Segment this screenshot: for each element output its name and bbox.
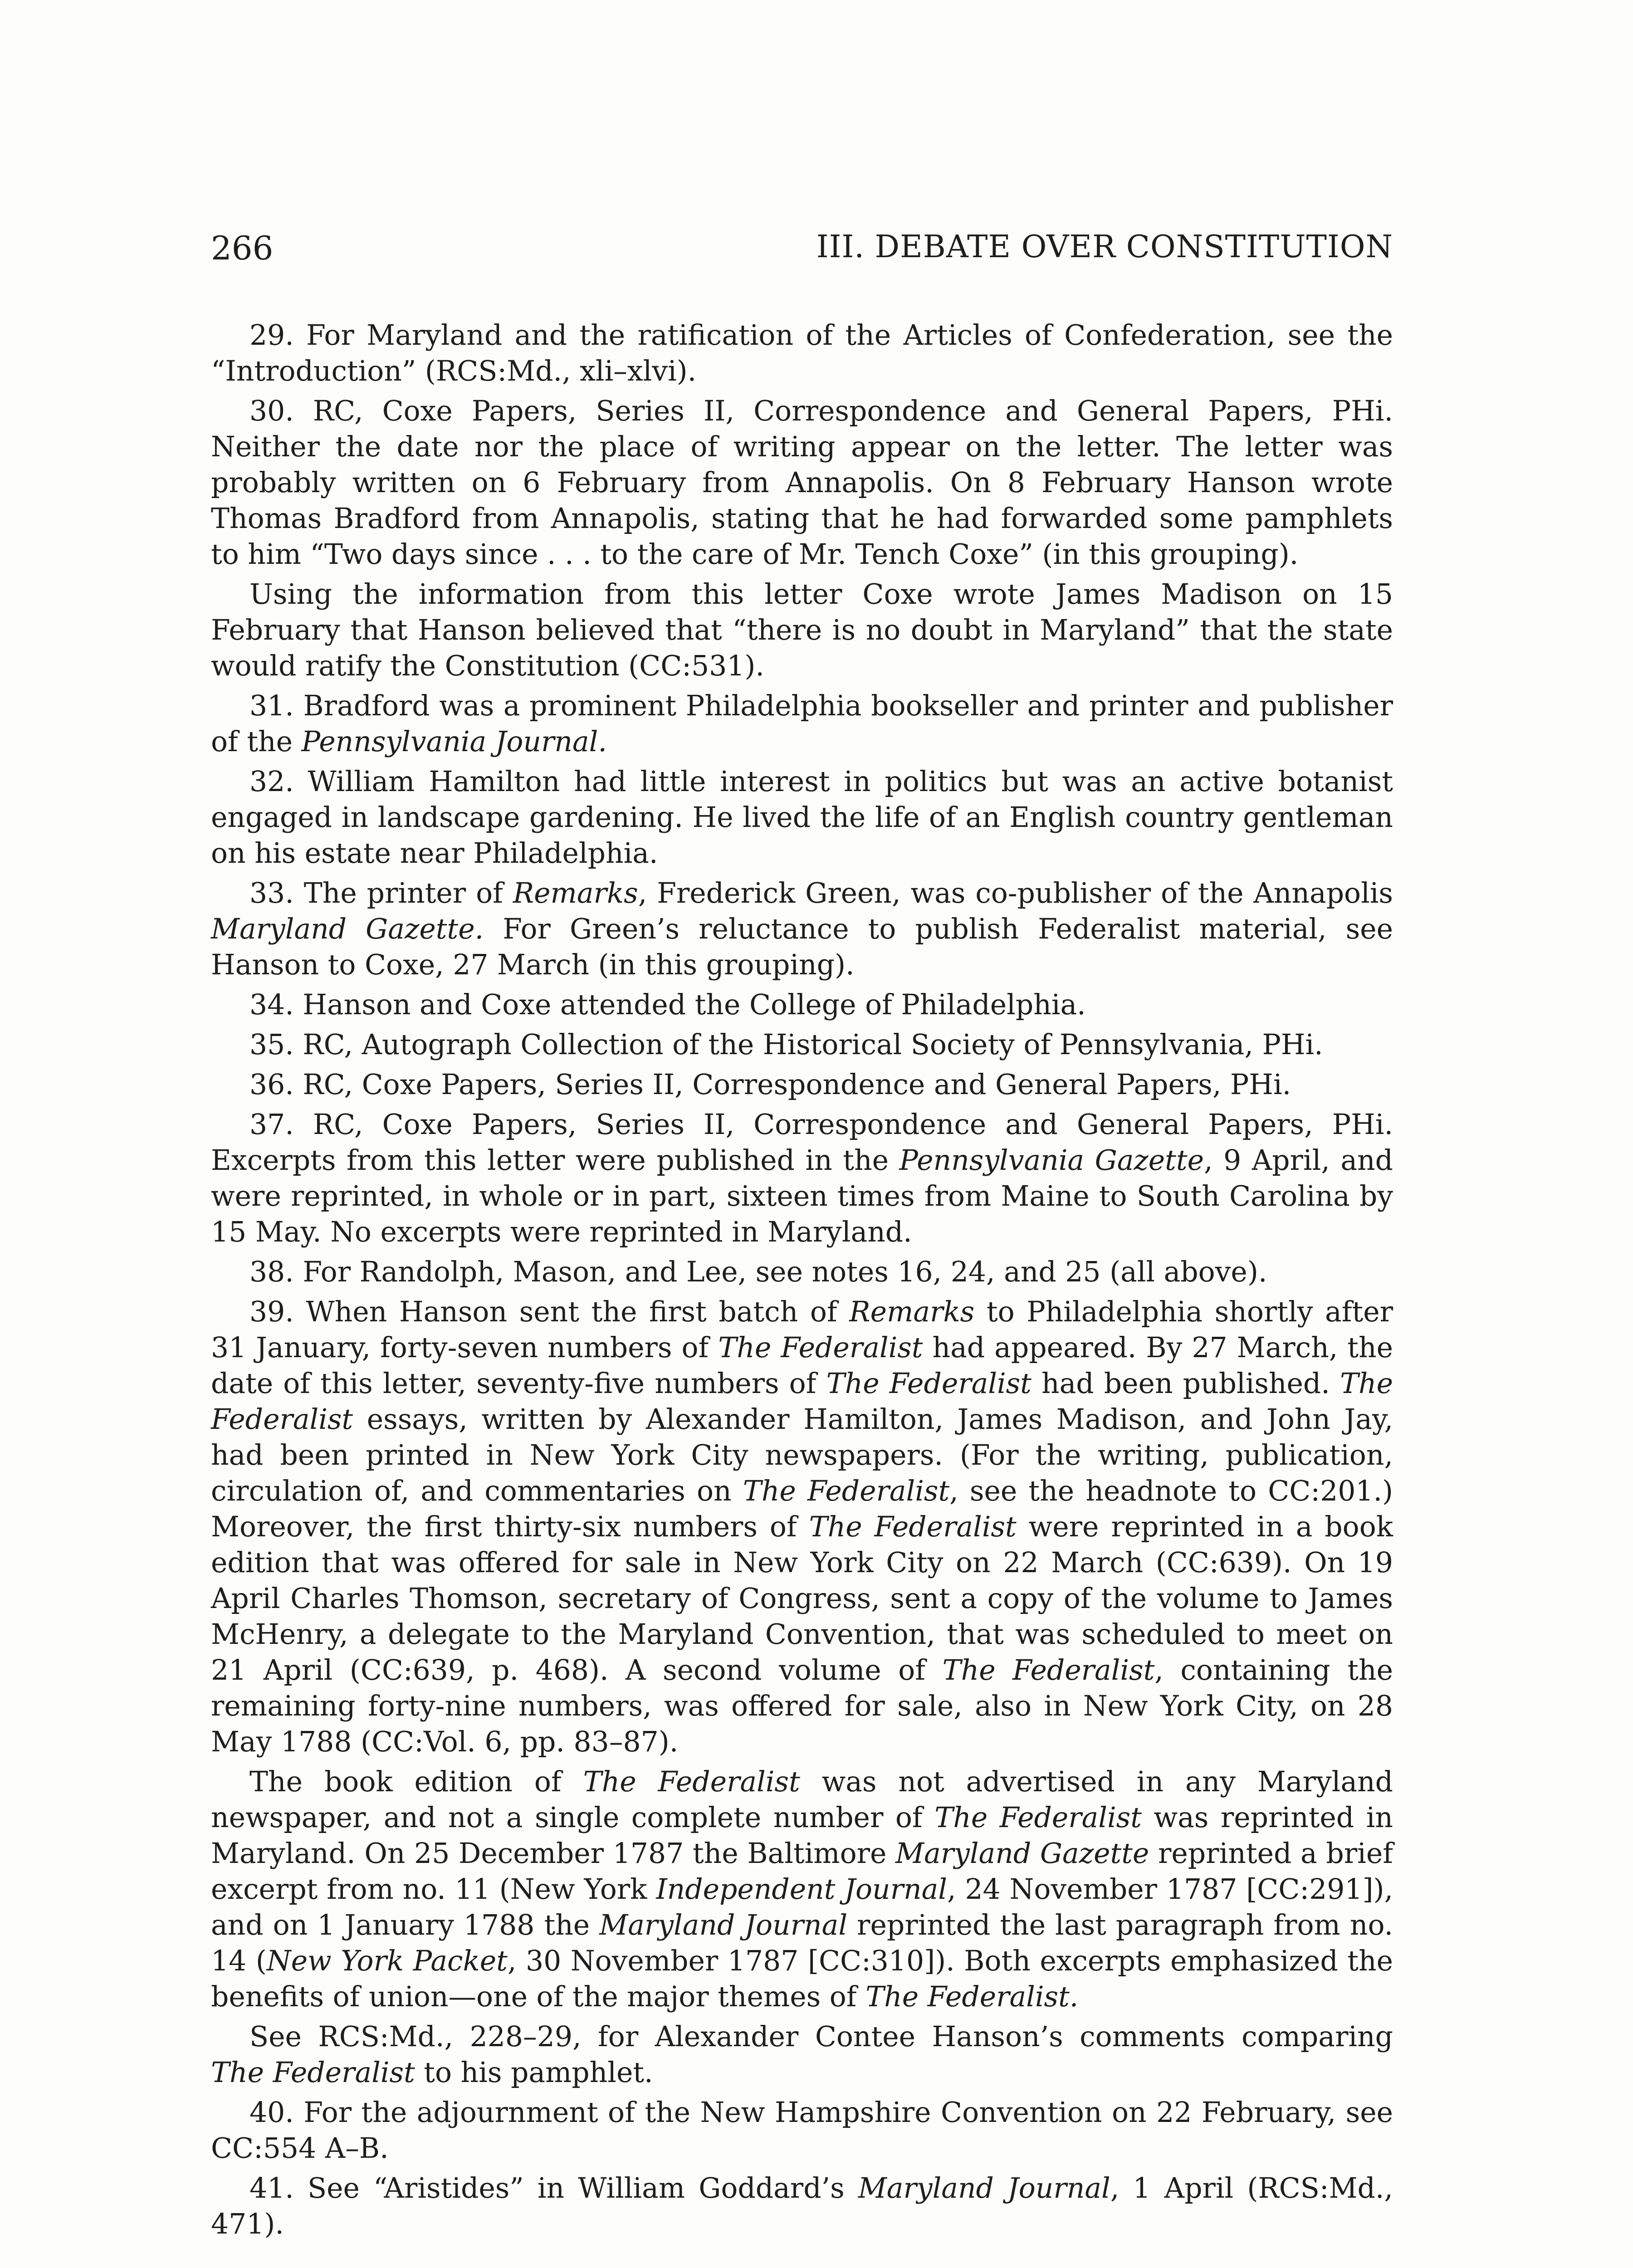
note-paragraph [211,1027,1393,1063]
note-paragraph [211,2019,1393,2091]
italic-title: Remarks [513,877,638,909]
note-paragraph [211,987,1393,1023]
note-text: 40. For the adjournment of the New Hampshire Convention on 22 February, see CC:554 A–B. [211,2096,1393,2165]
note-text: 38. For Randolph, Mason, and Lee, see notes 16, 24, and 25 (all above). [249,1256,1267,1288]
note-text: , 24 November 1787 [CC:291]), and on 1 January 1788 the [211,1873,1393,1941]
italic-title: Maryland Gazette [895,1837,1149,1870]
note-text: to his pamphlet. [415,2056,653,2089]
note-text: 29. For Maryland and the ratification of the Articles of Confederation, see the “Introduction” (RCS:Md., xli–xlvi). [211,319,1393,387]
note-text: 34. Hanson and Coxe attended the College of Philadelphia. [249,988,1086,1021]
note-text: 32. William Hamilton had little interest in politics but was an active botanist engaged in landscape gardening. He lived the life of an English country gentleman on his estate near Philadelphia. [211,765,1393,870]
italic-title: Pennsylvania Gazette [899,1144,1204,1177]
note-text: , see the headnote to CC:201.) Moreover, the first thirty-six numbers of [211,1475,1393,1543]
note-text: 36. RC, Coxe Papers, Series II, Correspondence and General Papers, PHi. [249,1068,1291,1101]
italic-title: Remarks [849,1295,975,1328]
note-paragraph [211,1067,1393,1103]
note-paragraph [211,2095,1393,2166]
note-text: 39. When Hanson sent the first batch of [249,1295,850,1328]
note-paragraph [211,1107,1393,1250]
note-paragraph [211,875,1393,983]
italic-title: Maryland Journal [599,1909,847,1941]
italic-title: Pennsylvania Journal. [301,725,607,758]
note-paragraph [211,2170,1393,2242]
note-paragraph [211,577,1393,684]
note-text: reprinted the last paragraph from no. 14 ( [211,1909,1393,1977]
note-paragraph [211,1764,1393,2015]
italic-title: New York Packet [266,1945,508,1977]
italic-title: The Federalist [809,1510,1017,1543]
italic-title: The Federalist [211,1367,1393,1436]
page-header [211,229,1393,270]
note-text: 33. The printer of [249,877,513,909]
note-text: had been published. [1031,1367,1340,1400]
page-number: 266 [211,229,274,267]
note-text: See RCS:Md., 228–29, for Alexander Contee Hanson’s comments comparing [249,2020,1393,2053]
endnotes [211,318,1393,2246]
note-text: were reprinted in a book edition that was offered for sale in New York City on 22 March (CC:639). On 19 April Charles Thomson, secretary of Congress, sent a copy of the volume to James McHenry, a delegate to the Maryland Convention, that was scheduled to meet on 21 April (CC:639, p. 468). A second volume of [211,1510,1393,1686]
italic-title: The Federalist [743,1475,950,1507]
note-text: 30. RC, Coxe Papers, Series II, Correspondence and General Papers, PHi. Neither the date nor the place of writing appear on the letter. The letter was probably written on 6 February from Annapolis. On 8 February Hanson wrote Thomas Bradford from Annapolis, stating that he had forwarded some pamphlets to him “Two days since . . . to the care of Mr. Tench Coxe” (in this grouping). [211,395,1393,571]
note-text: For Green’s reluctance to publish Federalist material, see Hanson to Coxe, 27 March (in this grouping). [211,913,1393,981]
note-text: to Philadelphia shortly after 31 January, forty-seven numbers of [211,1295,1393,1364]
note-text: 31. Bradford was a prominent Philadelphia bookseller and printer and publisher of the [211,689,1393,758]
note-text: was reprinted in Maryland. On 25 December 1787 the Baltimore [211,1801,1393,1870]
note-text: The book edition of [249,1765,583,1798]
italic-title: Maryland Gazette. [211,913,484,945]
note-text: 37. RC, Coxe Papers, Series II, Correspondence and General Papers, PHi. Excerpts from this letter were published in the [211,1108,1393,1177]
note-paragraph [211,1294,1393,1760]
note-text: , 9 April, and were reprinted, in whole or in part, sixteen times from Maine to South Carolina by 15 May. No excerpts were reprinted in Maryland. [211,1144,1393,1248]
italic-title: The Federalist [583,1765,800,1798]
italic-title: The Federalist. [865,1980,1079,2013]
note-paragraph [211,764,1393,871]
italic-title: The Federalist [942,1654,1155,1686]
italic-title: Independent Journal [656,1873,947,1906]
note-text: , Frederick Green, was co-publisher of the Annapolis [638,877,1393,909]
note-paragraph [211,1254,1393,1290]
italic-title: The Federalist [211,2056,415,2089]
italic-title: The Federalist [934,1801,1142,1834]
note-text: essays, written by Alexander Hamilton, James Madison, and John Jay, had been printed in New York City newspapers. (For the writing, publication, circulation of, and commentaries on [211,1403,1393,1507]
note-paragraph [211,393,1393,572]
note-text: 41. See “Aristides” in William Goddard’s [249,2172,858,2204]
italic-title: Maryland Journal [858,2172,1110,2204]
note-text: Using the information from this letter Coxe wrote James Madison on 15 February that Hanson believed that “there is no doubt in Maryland” that the state would ratify the Constitution (CC:531). [211,578,1393,682]
note-text: 35. RC, Autograph Collection of the Historical Society of Pennsylvania, PHi. [249,1028,1323,1061]
note-text: , 30 November 1787 [CC:310]). Both excerpts emphasized the benefits of union—one of the major themes of [211,1945,1393,2013]
italic-title: The Federalist [718,1331,923,1364]
note-text: reprinted a brief excerpt from no. 11 (New York [211,1837,1393,1906]
note-paragraph [211,318,1393,389]
italic-title: The Federalist [826,1367,1032,1400]
note-text: , containing the remaining forty-nine numbers, was offered for sale, also in New York City, on 28 May 1788 (CC:Vol. 6, pp. 83–87). [211,1654,1393,1758]
note-text: , 1 April (RCS:Md., 471). [211,2172,1393,2240]
note-paragraph [211,688,1393,760]
note-text: was not advertised in any Maryland newspaper, and not a single complete number of [211,1765,1393,1834]
running-head: III. DEBATE OVER CONSTITUTION [816,229,1393,265]
note-text: had appeared. By 27 March, the date of this letter, seventy-five numbers of [211,1331,1393,1400]
